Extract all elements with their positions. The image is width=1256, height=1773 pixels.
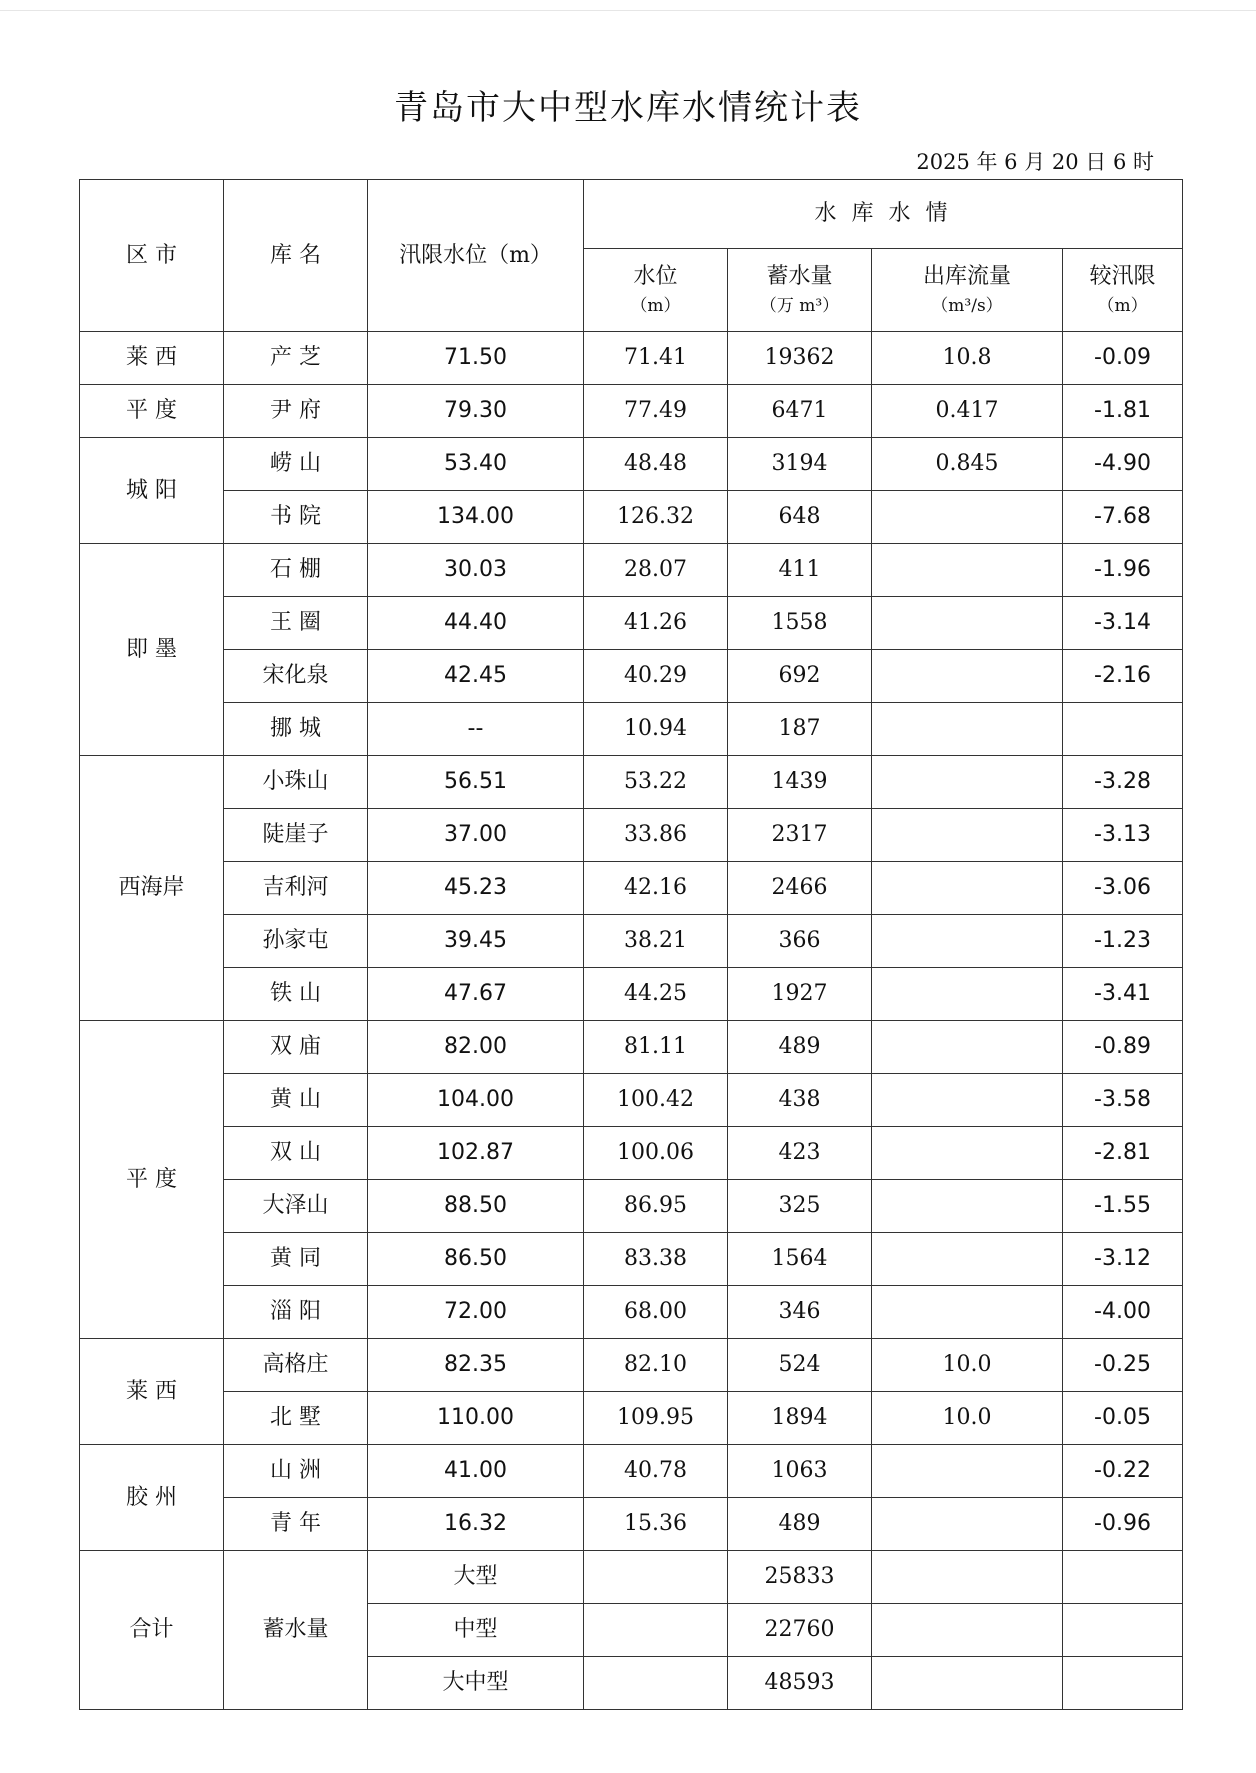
reservoir-name: 产 芝 xyxy=(224,332,368,385)
storage-value: 2466 xyxy=(728,862,872,915)
level-value: 10.94 xyxy=(584,703,728,756)
table-row xyxy=(80,756,1183,809)
header-storage xyxy=(728,249,872,332)
diff-value xyxy=(1063,703,1183,756)
storage-value: 1927 xyxy=(728,968,872,1021)
header-district: 区 市 xyxy=(80,180,224,332)
flood-limit-value: 45.23 xyxy=(368,862,584,915)
reservoir-name: 石 棚 xyxy=(224,544,368,597)
outflow-value xyxy=(872,809,1063,862)
total-storage-value: 22760 xyxy=(728,1604,872,1657)
diff-value: -0.89 xyxy=(1063,1021,1183,1074)
reservoir-name: 宋化泉 xyxy=(224,650,368,703)
empty-cell xyxy=(584,1657,728,1710)
header-diff-label: 较汛限 xyxy=(1089,263,1156,289)
diff-value: -1.96 xyxy=(1063,544,1183,597)
reservoir-name: 北 墅 xyxy=(224,1392,368,1445)
storage-value: 366 xyxy=(728,915,872,968)
reservoir-table xyxy=(79,179,1183,1710)
page-title: 青岛市大中型水库水情统计表 xyxy=(394,88,862,128)
empty-cell xyxy=(1063,1604,1183,1657)
table-row xyxy=(80,1074,1183,1127)
reservoir-name: 淄 阳 xyxy=(224,1286,368,1339)
empty-cell xyxy=(1063,1551,1183,1604)
table-row xyxy=(80,438,1183,491)
reservoir-name: 书 院 xyxy=(224,491,368,544)
flood-limit-value: 44.40 xyxy=(368,597,584,650)
flood-limit-value: 79.30 xyxy=(368,385,584,438)
table-row xyxy=(80,703,1183,756)
total-label: 合计 xyxy=(80,1551,224,1710)
diff-value: -0.22 xyxy=(1063,1445,1183,1498)
diff-value: -3.58 xyxy=(1063,1074,1183,1127)
storage-value: 6471 xyxy=(728,385,872,438)
table-row xyxy=(80,915,1183,968)
level-value: 38.21 xyxy=(584,915,728,968)
reservoir-name: 崂 山 xyxy=(224,438,368,491)
flood-limit-value: 104.00 xyxy=(368,1074,584,1127)
header-flood-limit: 汛限水位（m） xyxy=(368,180,584,332)
reservoir-name: 黄 同 xyxy=(224,1233,368,1286)
outflow-value xyxy=(872,597,1063,650)
diff-value: -0.25 xyxy=(1063,1339,1183,1392)
total-row xyxy=(80,1551,1183,1604)
flood-limit-value: 53.40 xyxy=(368,438,584,491)
storage-value: 489 xyxy=(728,1021,872,1074)
diff-value: -2.16 xyxy=(1063,650,1183,703)
district-cell: 平 度 xyxy=(80,1021,224,1339)
diff-value: -2.81 xyxy=(1063,1127,1183,1180)
flood-limit-value: 71.50 xyxy=(368,332,584,385)
flood-limit-value: 110.00 xyxy=(368,1392,584,1445)
table-row xyxy=(80,968,1183,1021)
level-value: 40.29 xyxy=(584,650,728,703)
flood-limit-value: 134.00 xyxy=(368,491,584,544)
diff-value: -3.13 xyxy=(1063,809,1183,862)
level-value: 53.22 xyxy=(584,756,728,809)
diff-value: -4.90 xyxy=(1063,438,1183,491)
level-value: 71.41 xyxy=(584,332,728,385)
storage-value: 648 xyxy=(728,491,872,544)
storage-value: 1894 xyxy=(728,1392,872,1445)
outflow-value: 0.417 xyxy=(872,385,1063,438)
header-diff xyxy=(1063,249,1183,332)
level-value: 83.38 xyxy=(584,1233,728,1286)
outflow-value xyxy=(872,650,1063,703)
header-level-unit: （m） xyxy=(630,295,681,316)
outflow-value xyxy=(872,968,1063,1021)
reservoir-name: 挪 城 xyxy=(224,703,368,756)
outflow-value xyxy=(872,491,1063,544)
header-storage-unit: （万 m³） xyxy=(759,295,840,316)
reservoir-name: 黄 山 xyxy=(224,1074,368,1127)
flood-limit-value: 47.67 xyxy=(368,968,584,1021)
outflow-value xyxy=(872,1180,1063,1233)
level-value: 40.78 xyxy=(584,1445,728,1498)
level-value: 42.16 xyxy=(584,862,728,915)
reservoir-name: 陡崖子 xyxy=(224,809,368,862)
reservoir-name: 高格庄 xyxy=(224,1339,368,1392)
storage-value: 411 xyxy=(728,544,872,597)
table-row xyxy=(80,1021,1183,1074)
table-row xyxy=(80,650,1183,703)
reservoir-name: 尹 府 xyxy=(224,385,368,438)
flood-limit-value: 39.45 xyxy=(368,915,584,968)
outflow-value xyxy=(872,703,1063,756)
top-divider xyxy=(0,10,1256,11)
table-row xyxy=(80,491,1183,544)
empty-cell xyxy=(872,1657,1063,1710)
flood-limit-value: 86.50 xyxy=(368,1233,584,1286)
diff-value: -1.81 xyxy=(1063,385,1183,438)
diff-value: -3.28 xyxy=(1063,756,1183,809)
table-row xyxy=(80,385,1183,438)
storage-value: 692 xyxy=(728,650,872,703)
level-value: 41.26 xyxy=(584,597,728,650)
flood-limit-value: 41.00 xyxy=(368,1445,584,1498)
outflow-value: 10.0 xyxy=(872,1339,1063,1392)
storage-value: 1439 xyxy=(728,756,872,809)
total-storage-value: 25833 xyxy=(728,1551,872,1604)
flood-limit-value: 102.87 xyxy=(368,1127,584,1180)
storage-value: 19362 xyxy=(728,332,872,385)
diff-value: -3.06 xyxy=(1063,862,1183,915)
empty-cell xyxy=(872,1604,1063,1657)
table-row xyxy=(80,1445,1183,1498)
table-row xyxy=(80,809,1183,862)
flood-limit-value: 72.00 xyxy=(368,1286,584,1339)
storage-value: 187 xyxy=(728,703,872,756)
level-value: 33.86 xyxy=(584,809,728,862)
diff-value: -1.23 xyxy=(1063,915,1183,968)
table-row xyxy=(80,1498,1183,1551)
outflow-value xyxy=(872,1021,1063,1074)
header-level-label: 水位 xyxy=(633,263,678,289)
table-row xyxy=(80,1180,1183,1233)
diff-value: -3.14 xyxy=(1063,597,1183,650)
flood-limit-value: 56.51 xyxy=(368,756,584,809)
level-value: 44.25 xyxy=(584,968,728,1021)
outflow-value xyxy=(872,756,1063,809)
storage-value: 423 xyxy=(728,1127,872,1180)
storage-value: 489 xyxy=(728,1498,872,1551)
district-cell: 胶 州 xyxy=(80,1445,224,1551)
header-reservoir-status: 水 库 水 情 xyxy=(584,180,1183,249)
flood-limit-value: 16.32 xyxy=(368,1498,584,1551)
header-reservoir: 库 名 xyxy=(224,180,368,332)
empty-cell xyxy=(1063,1657,1183,1710)
level-value: 77.49 xyxy=(584,385,728,438)
storage-value: 346 xyxy=(728,1286,872,1339)
district-cell: 莱 西 xyxy=(80,332,224,385)
outflow-value xyxy=(872,1498,1063,1551)
flood-limit-value: -- xyxy=(368,703,584,756)
outflow-value xyxy=(872,1445,1063,1498)
storage-value: 325 xyxy=(728,1180,872,1233)
table-row xyxy=(80,1233,1183,1286)
diff-value: -0.09 xyxy=(1063,332,1183,385)
level-value: 82.10 xyxy=(584,1339,728,1392)
outflow-value xyxy=(872,915,1063,968)
district-cell: 莱 西 xyxy=(80,1339,224,1445)
outflow-value: 10.0 xyxy=(872,1392,1063,1445)
level-value: 126.32 xyxy=(584,491,728,544)
district-cell: 西海岸 xyxy=(80,756,224,1021)
reservoir-name: 青 年 xyxy=(224,1498,368,1551)
reservoir-name: 小珠山 xyxy=(224,756,368,809)
total-metric: 蓄水量 xyxy=(224,1551,368,1710)
header-storage-label: 蓄水量 xyxy=(766,263,833,289)
level-value: 86.95 xyxy=(584,1180,728,1233)
reservoir-name: 吉利河 xyxy=(224,862,368,915)
diff-value: -3.41 xyxy=(1063,968,1183,1021)
reservoir-name: 大泽山 xyxy=(224,1180,368,1233)
flood-limit-value: 88.50 xyxy=(368,1180,584,1233)
district-cell: 即 墨 xyxy=(80,544,224,756)
level-value: 68.00 xyxy=(584,1286,728,1339)
total-storage-value: 48593 xyxy=(728,1657,872,1710)
reservoir-name: 山 洲 xyxy=(224,1445,368,1498)
flood-limit-value: 30.03 xyxy=(368,544,584,597)
header-diff-unit: （m） xyxy=(1097,295,1148,316)
level-value: 15.36 xyxy=(584,1498,728,1551)
level-value: 81.11 xyxy=(584,1021,728,1074)
storage-value: 3194 xyxy=(728,438,872,491)
flood-limit-value: 37.00 xyxy=(368,809,584,862)
total-type: 中型 xyxy=(368,1604,584,1657)
report-date: 2025 年 6 月 20 日 6 时 xyxy=(916,150,1154,174)
storage-value: 1063 xyxy=(728,1445,872,1498)
diff-value: -7.68 xyxy=(1063,491,1183,544)
storage-value: 2317 xyxy=(728,809,872,862)
outflow-value xyxy=(872,862,1063,915)
reservoir-name: 铁 山 xyxy=(224,968,368,1021)
district-cell: 平 度 xyxy=(80,385,224,438)
reservoir-name: 王 圈 xyxy=(224,597,368,650)
reservoir-name: 双 庙 xyxy=(224,1021,368,1074)
reservoir-name: 孙家屯 xyxy=(224,915,368,968)
diff-value: -4.00 xyxy=(1063,1286,1183,1339)
table-row xyxy=(80,1286,1183,1339)
table-row xyxy=(80,1392,1183,1445)
header-outflow-label: 出库流量 xyxy=(922,263,1011,289)
flood-limit-value: 42.45 xyxy=(368,650,584,703)
table-row xyxy=(80,862,1183,915)
level-value: 28.07 xyxy=(584,544,728,597)
empty-cell xyxy=(584,1551,728,1604)
header-level xyxy=(584,249,728,332)
district-cell: 城 阳 xyxy=(80,438,224,544)
diff-value: -0.96 xyxy=(1063,1498,1183,1551)
level-value: 100.06 xyxy=(584,1127,728,1180)
storage-value: 438 xyxy=(728,1074,872,1127)
total-type: 大中型 xyxy=(368,1657,584,1710)
total-type: 大型 xyxy=(368,1551,584,1604)
header-outflow-unit: （m³/s） xyxy=(931,295,1003,316)
storage-value: 1564 xyxy=(728,1233,872,1286)
level-value: 48.48 xyxy=(584,438,728,491)
flood-limit-value: 82.35 xyxy=(368,1339,584,1392)
table-row xyxy=(80,597,1183,650)
outflow-value: 0.845 xyxy=(872,438,1063,491)
diff-value: -1.55 xyxy=(1063,1180,1183,1233)
outflow-value xyxy=(872,1286,1063,1339)
flood-limit-value: 82.00 xyxy=(368,1021,584,1074)
storage-value: 524 xyxy=(728,1339,872,1392)
outflow-value: 10.8 xyxy=(872,332,1063,385)
reservoir-name: 双 山 xyxy=(224,1127,368,1180)
empty-cell xyxy=(584,1604,728,1657)
outflow-value xyxy=(872,1127,1063,1180)
table-row xyxy=(80,332,1183,385)
empty-cell xyxy=(872,1551,1063,1604)
outflow-value xyxy=(872,1233,1063,1286)
diff-value: -3.12 xyxy=(1063,1233,1183,1286)
header-outflow xyxy=(872,249,1063,332)
table-row xyxy=(80,1127,1183,1180)
outflow-value xyxy=(872,544,1063,597)
diff-value: -0.05 xyxy=(1063,1392,1183,1445)
level-value: 100.42 xyxy=(584,1074,728,1127)
storage-value: 1558 xyxy=(728,597,872,650)
level-value: 109.95 xyxy=(584,1392,728,1445)
table-row xyxy=(80,544,1183,597)
table-row xyxy=(80,1339,1183,1392)
outflow-value xyxy=(872,1074,1063,1127)
